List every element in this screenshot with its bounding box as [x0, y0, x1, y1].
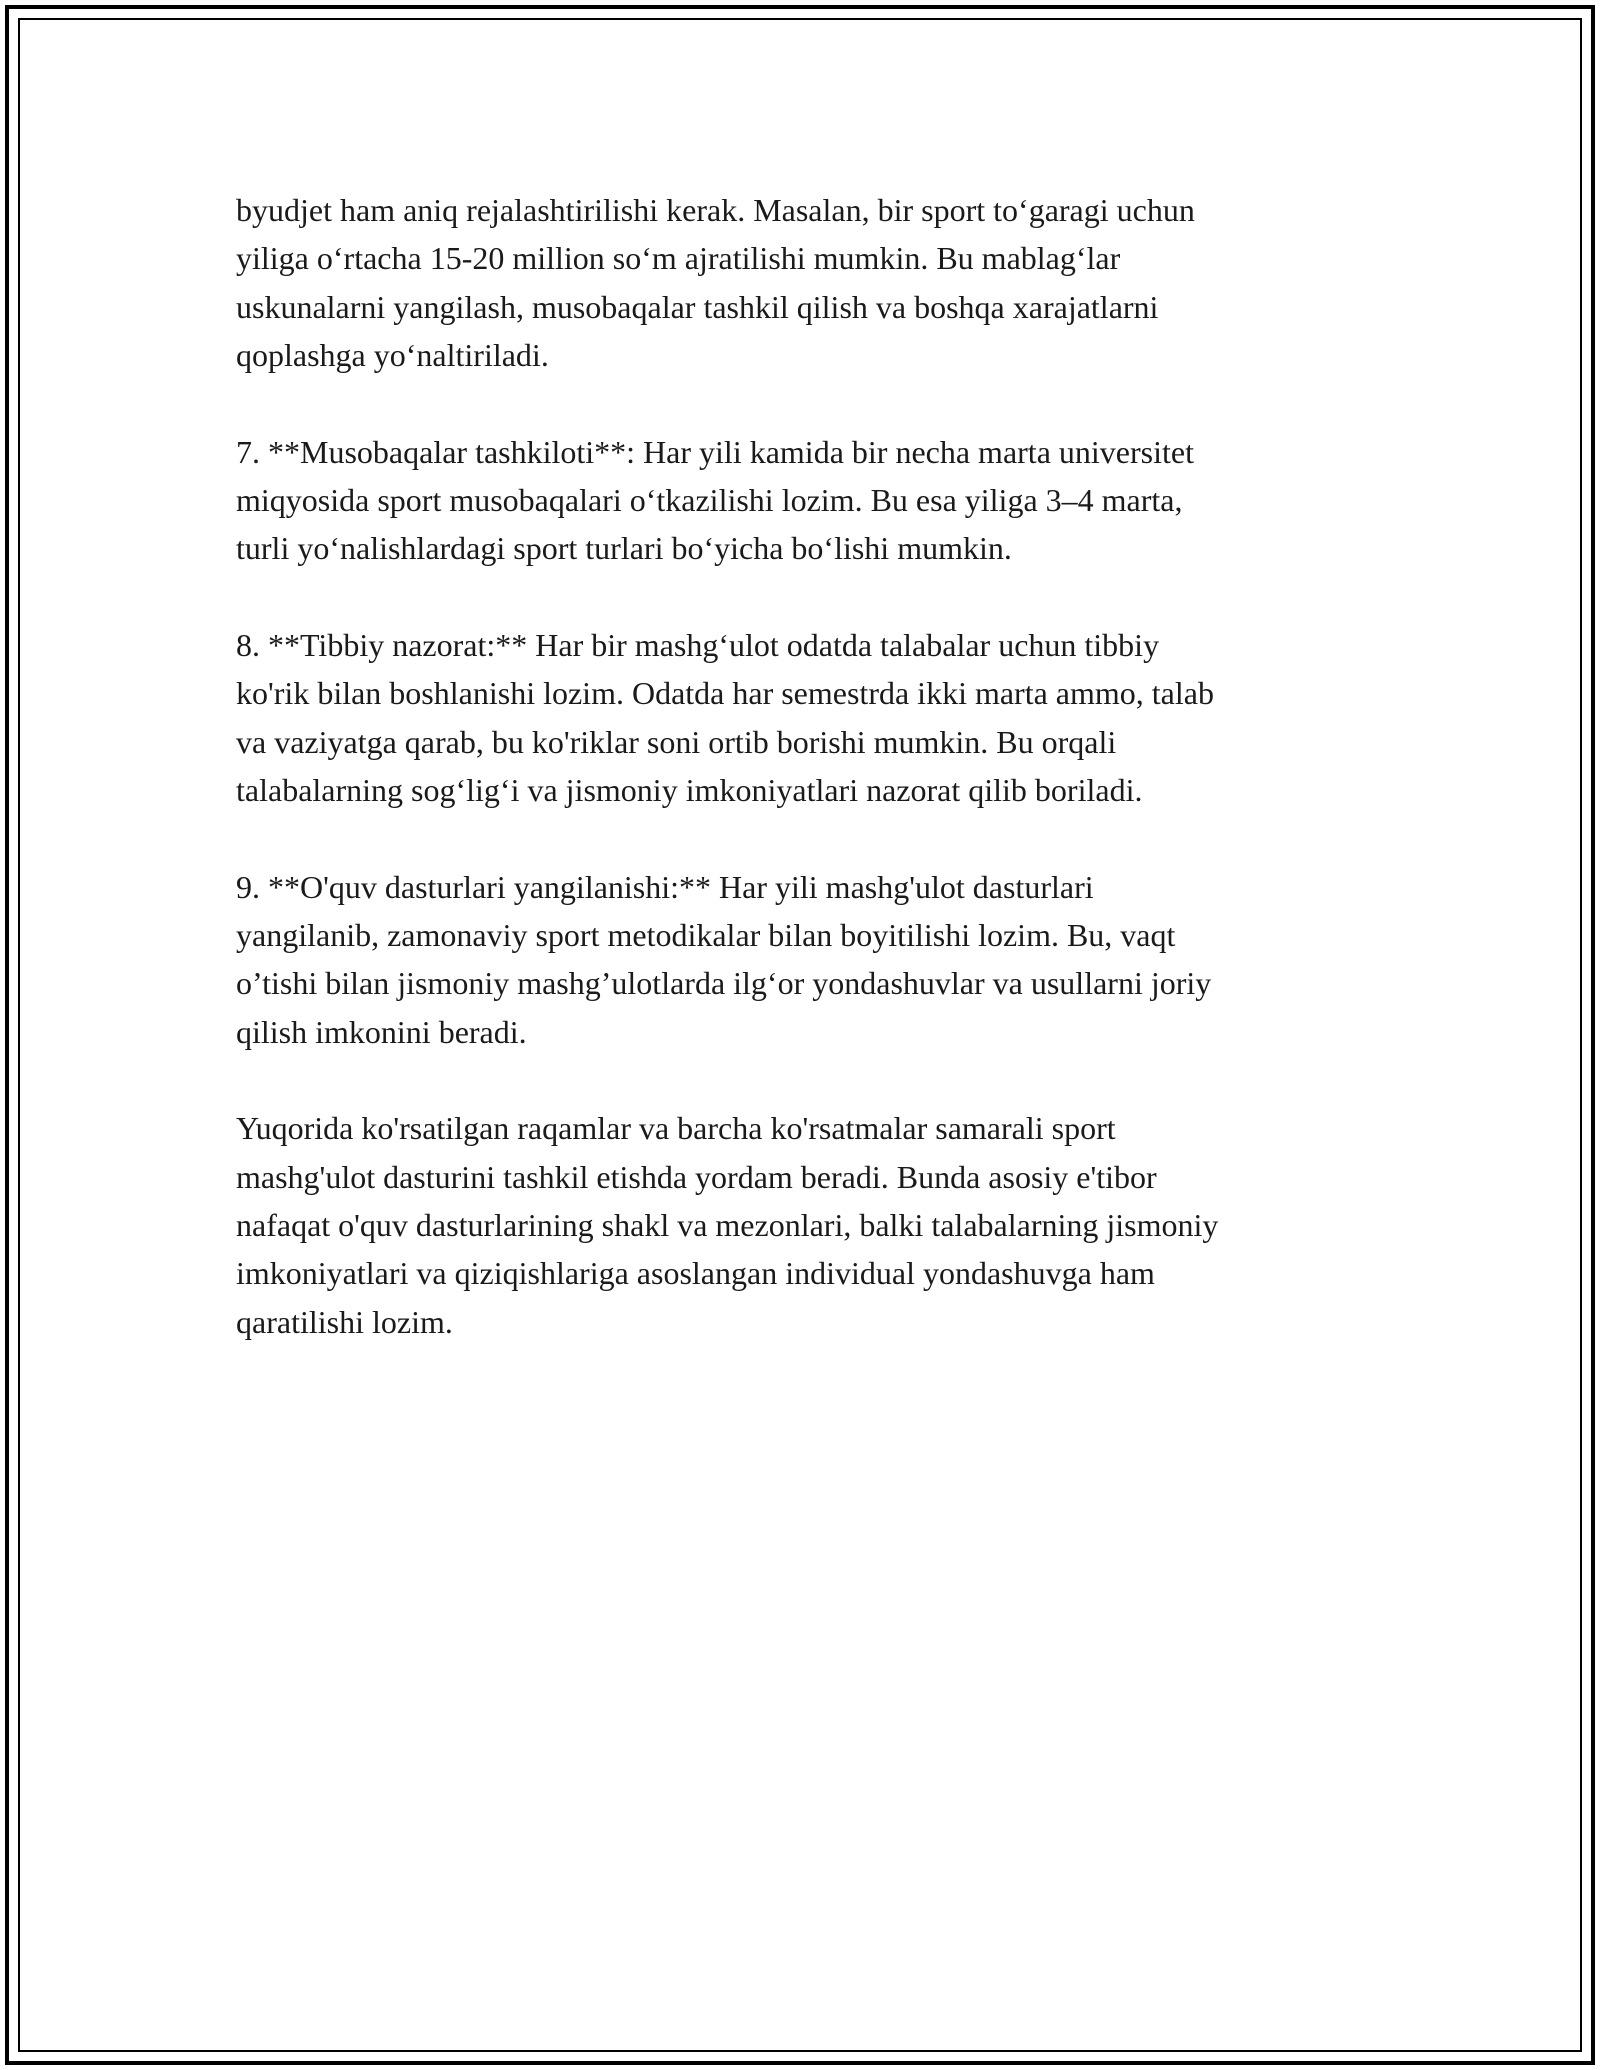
paragraph-item-9-curriculum-update: 9. **O'quv dasturlari yangilanishi:** Har yili mashg'ulot dasturlari yangilanib, zamonaviy sport metodikalar bilan boyitilishi lozim. Bu, vaqt o’tishi bilan jismoniy mashg’ulotlarda ilg‘or yondashuvlar va usullarni joriy qilish imkonini beradi.: [236, 868, 1212, 1050]
paragraph-budget: byudjet ham aniq rejalashtirilishi kerak. Masalan, bir sport to‘garagi uchun yiliga o‘rtacha 15-20 million so‘m ajratilishi mumkin. Bu mablag‘lar uskunalarni yangilash, musobaqalar tashkil qilish va boshqa xarajatlarni qoplashga yo‘naltiriladi.: [236, 192, 1195, 373]
paragraph-item-8-medical-control: 8. **Tibbiy nazorat:** Har bir mashg‘ulot odatda talabalar uchun tibbiy ko'rik bilan boshlanishi lozim. Odatda har semestrda ikki marta ammo, talab va vaziyatga qarab, bu ko'riklar soni ortib borishi mumkin. Bu orqali talabalarning sog‘lig‘i va jismoniy imkoniyatlari nazorat qilib boriladi.: [236, 627, 1214, 808]
document-body: [236, 186, 1366, 1394]
paragraph-item-7-competitions: 7. **Musobaqalar tashkiloti**: Har yili kamida bir necha marta universitet miqyosida sport musobaqalari o‘tkazilishi lozim. Bu esa yiliga 3–4 marta, turli yo‘nalishlardagi sport turlari bo‘yicha bo‘lishi mumkin.: [236, 433, 1194, 567]
paragraph-conclusion: Yuqorida ko'rsatilgan raqamlar va barcha ko'rsatmalar samarali sport mashg'ulot dasturini tashkil etishda yordam beradi. Bunda asosiy e'tibor nafaqat o'quv dasturlarining shakl va mezonlari, balki talabalarning jismoniy imkoniyatlari va qiziqishlariga asoslangan individual yondashuvga ham qaratilishi lozim.: [236, 1110, 1219, 1340]
